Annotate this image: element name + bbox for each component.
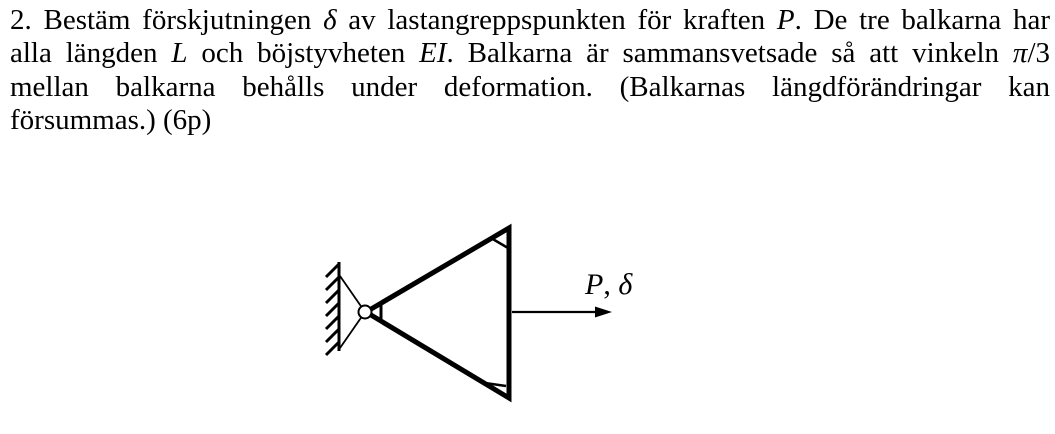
force-arrow-head [595, 307, 612, 318]
force-symbol: P [585, 268, 604, 301]
stiffness-symbol: EI [419, 37, 447, 70]
hatch-line [326, 303, 339, 316]
text-run: /3 [1027, 37, 1050, 70]
text-run: . De tre balkarna har [794, 4, 1051, 36]
hatch-line [326, 316, 339, 329]
hatch-line [326, 277, 339, 290]
text-run: 2. Bestäm förskjutningen [10, 4, 324, 36]
text-run: alla längden [10, 37, 172, 70]
text-run: mellan balkarna behålls under deformation. (Balkarnas längdförändringar kan [10, 70, 1050, 103]
force-label [585, 270, 632, 300]
force-symbol: P [776, 4, 795, 36]
text-run: av lastangreppspunkten för kraften [336, 4, 777, 36]
top-corner-mark [491, 238, 508, 248]
text-run: och böjstyvheten [187, 37, 420, 70]
text-run: försummas.) (6p) [10, 104, 212, 137]
hatch-line [326, 342, 339, 355]
hatch-line [326, 290, 339, 303]
text-run: . Balkarna är sammansvetsade så att vinkeln [446, 37, 1013, 70]
hatch-line [326, 329, 339, 342]
beam-triangle [366, 228, 509, 398]
hatch-line [326, 264, 339, 277]
label-separator: , [603, 268, 619, 301]
length-symbol: L [171, 37, 188, 70]
delta-symbol: δ [323, 4, 337, 36]
pin-circle [359, 306, 372, 319]
wall-hatching [326, 264, 339, 355]
pi-symbol: π [1012, 37, 1028, 70]
displacement-symbol: δ [618, 268, 633, 301]
